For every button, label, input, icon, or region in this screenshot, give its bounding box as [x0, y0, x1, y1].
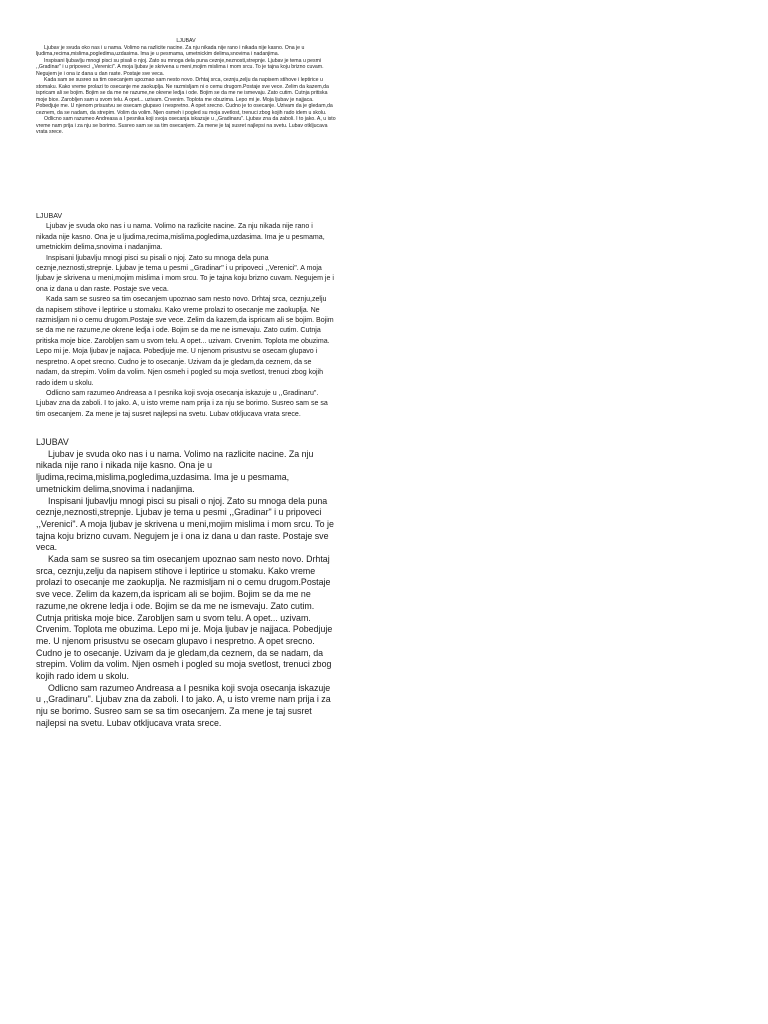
paragraph: Odlicno sam razumeo Andreasa a I pesnika koji svoja osecanja iskazuje u ,,Gradinaru". Ljubav zna da zaboli. I to jako. A, u isto vreme nam prija i za nju se borimo. Susreo sam se sa tim osecanjem. Za mene je taj susret najlepsi na svetu. Lubav otkljucava vrata srece. [36, 389, 328, 418]
paragraph: Odlicno sam razumeo Andreasa a I pesnika koji svoja osecanja iskazuje u ,,Gradinaru". Ljubav zna da zaboli. I to jako. A, u isto vreme nam prija i za nju se borimo. Susreo sam se sa tim osecanjem. Za mene je taj susret najlepsi na svetu. Lubav otkljucava vrata srece. [36, 116, 336, 135]
text-block-small [36, 38, 336, 136]
text-block-medium [36, 212, 334, 420]
document-title: LJUBAV [36, 213, 63, 220]
text-block-large [36, 437, 334, 730]
paragraph: Ljubav je svuda oko nas i u nama. Volimo na razlicite nacine. Za nju nikada nije rano i nikada nije kasno. Ona je u ljudima,recima,mislima,pogledima,uzdasima. Ima je u pesmama, umetnickim delima,snovima i nadanjima. [36, 223, 325, 252]
document-title: LJUBAV [36, 437, 69, 447]
paragraph: Ljubav je svuda oko nas i u nama. Volimo na razlicite nacine. Za nju nikada nije rano i nikada nije kasno. Ona je u ljudima,recima,mislima,pogledima,uzdasima. Ima je u pesmama, umetnickim delima,snovima i nadanjima. [36, 44, 305, 57]
paragraph: Kada sam se susreo sa tim osecanjem upoznao sam nesto novo. Drhtaj srca, ceznju,zelju da napisem stihove i leptirice u stomaku. Kako vreme prolazi to osecanje me zaokuplja. Ne razmisljam ni o cemu drugom.Postaje sve vece. Zelim da kazem,da ispricam ali se bojim. Bojim se da me ne razume,ne okrene ledja i ode. Bojim se da me ne ismevaju. Zato cutim. Cutnja pritiska moje bice. Zarobljen sam u svom telu. A opet... uzivam. Crvenim. Toplota me obuzima. Lepo mi je. Moja ljubav je najjaca. Pobedjuje me. U njenom prisustvu se osecam glupavo i nespretno. A opet srecno. Cudno je to osecanje. Uzivam da je gledam,da ceznem, da se nadam, da strepim. Volim da volim. Njen osmeh i pogled su moja svetlost, trenuci zbog kojih rado idem u skolu. [36, 296, 334, 387]
paragraph: Inspisani ljubavlju mnogi pisci su pisali o njoj. Zato su mnoga dela puna ceznje,neznosti,strepnje. Ljubav je tema u pesmi ,,Gradinar" i u pripoveci ,,Verenici". A moja ljubav je skrivena u meni,mojim mislima i mom srcu. To je tajna koju brizno cuvam. Negujem je i ona iz dana u dan raste. Postaje sve veca. [36, 57, 324, 77]
paragraph: Ljubav je svuda oko nas i u nama. Volimo na razlicite nacine. Za nju nikada nije rano i nikada nije kasno. Ona je u ljudima,recima,mislima,pogledima,uzdasima. Ima je u pesmama, umetnickim delima,snovima i nadanjima. [36, 448, 314, 494]
document-title: LJUBAV [176, 38, 196, 44]
paragraph: Odlicno sam razumeo Andreasa a I pesnika koji svoja osecanja iskazuje u ,,Gradinaru". Ljubav zna da zaboli. I to jako. A, u isto vreme nam prija i za nju se borimo. Susreo sam se sa tim osecanjem. Za mene je taj susret najlepsi na svetu. Lubav otkljucava vrata srece. [36, 682, 331, 728]
paragraph: Kada sam se susreo sa tim osecanjem upoznao sam nesto novo. Drhtaj srca, ceznju,zelju da napisem stihove i leptirice u stomaku. Kako vreme prolazi to osecanje me zaokuplja. Ne razmisljam ni o cemu drugom.Postaje sve vece. Zelim da kazem,da ispricam ali se bojim. Bojim se da me ne razume,ne okrene ledja i ode. Bojim se da me ne ismevaju. Zato cutim. Cutnja pritiska moje bice. Zarobljen sam u svom telu. A opet... uzivam. Crvenim. Toplota me obuzima. Lepo mi je. Moja ljubav je najjaca. Pobedjuje me. U njenom prisustvu se osecam glupavo i nespretno. A opet srecno. Cudno je to osecanje. Uzivam da je gledam,da ceznem, da se nadam, da strepim. Volim da volim. Njen osmeh i pogled su moja svetlost, trenuci zbog kojih rado idem u skolu. [36, 554, 333, 682]
paragraph: Inspisani ljubavlju mnogi pisci su pisali o njoj. Zato su mnoga dela puna ceznje,neznosti,strepnje. Ljubav je tema u pesmi ,,Gradinar" i u pripoveci ,,Verenici". A moja ljubav je skrivena u meni,mojim mislima i mom srcu. To je tajna koju brizno cuvam. Negujem je i ona iz dana u dan raste. Postaje sve veca. [36, 495, 334, 553]
paragraph: Kada sam se susreo sa tim osecanjem upoznao sam nesto novo. Drhtaj srca, ceznju,zelju da napisem stihove i leptirice u stomaku. Kako vreme prolazi to osecanje me zaokuplja. Ne razmisljam ni o cemu drugom.Postaje sve vece. Zelim da kazem,da ispricam ali se bojim. Bojim se da me ne razume,ne okrene ledja i ode. Bojim se da me ne ismevaju. Zato cutim. Cutnja pritiska moje bice. Zarobljen sam u svom telu. A opet... uzivam. Crvenim. Toplota me obuzima. Lepo mi je. Moja ljubav je najjaca. Pobedjuje me. U njenom prisustvu se osecam glupavo i nespretno. A opet srecno. Cudno je to osecanje. Uzivam da je gledam,da ceznem, da se nadam, da strepim. Volim da volim. Njen osmeh i pogled su moja svetlost, trenuci zbog kojih rado idem u skolu. [36, 77, 333, 116]
paragraph: Inspisani ljubavlju mnogi pisci su pisali o njoj. Zato su mnoga dela puna ceznje,neznosti,strepnje. Ljubav je tema u pesmi ,,Gradinar" i u pripoveci ,,Verenici". A moja ljubav je skrivena u meni,mojim mislima i mom srcu. To je tajna koju brizno cuvam. Negujem je i ona iz dana u dan raste. Postaje sve veca. [36, 254, 334, 293]
